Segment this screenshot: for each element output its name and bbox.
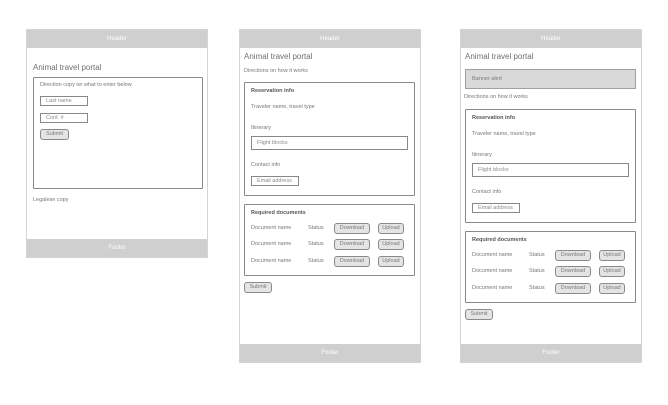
banner-alert: Banner alert xyxy=(465,69,636,89)
submit-button[interactable]: Submit xyxy=(465,309,493,320)
header-bar: Header xyxy=(27,30,207,48)
document-status: Status xyxy=(529,252,545,258)
document-row xyxy=(466,250,635,262)
footer-bar: Footer xyxy=(461,344,641,362)
reservation-panel xyxy=(465,109,636,223)
page-title: Animal travel portal xyxy=(465,52,534,61)
document-row xyxy=(245,239,414,251)
conf-number-input[interactable]: Conf. # xyxy=(40,113,88,123)
itinerary-label: Itinerary xyxy=(472,152,492,158)
document-name: Document name xyxy=(251,258,292,264)
upload-button[interactable]: Upload xyxy=(599,266,625,277)
contact-label: Contact info xyxy=(472,189,502,195)
wireframe-reservation-alert xyxy=(460,29,642,363)
flight-blocks-field[interactable]: Flight blocks xyxy=(472,163,629,177)
flight-blocks-field[interactable]: Flight blocks xyxy=(251,136,408,150)
footer-bar: Footer xyxy=(240,344,420,362)
itinerary-label: Itinerary xyxy=(251,125,271,131)
documents-heading: Required documents xyxy=(472,237,527,243)
document-status: Status xyxy=(308,258,324,264)
document-name: Document name xyxy=(472,252,513,258)
document-name: Document name xyxy=(251,225,292,231)
footer-bar: Footer xyxy=(27,239,207,257)
document-status: Status xyxy=(308,225,324,231)
header-bar: Header xyxy=(240,30,420,48)
submit-button[interactable]: Submit xyxy=(244,282,272,293)
directions-text: Directions on how it works xyxy=(244,68,308,74)
upload-button[interactable]: Upload xyxy=(378,239,404,250)
page-title: Animal travel portal xyxy=(244,52,313,61)
email-input[interactable]: Email address xyxy=(251,176,299,186)
document-name: Document name xyxy=(472,268,513,274)
document-status: Status xyxy=(308,241,324,247)
contact-label: Contact info xyxy=(251,162,281,168)
directions-text: Direction copy on what to enter below xyxy=(40,82,132,88)
page-title: Animal travel portal xyxy=(33,63,102,72)
reservation-panel xyxy=(244,82,415,196)
last-name-input[interactable]: Last name xyxy=(40,96,88,106)
document-status: Status xyxy=(529,268,545,274)
document-name: Document name xyxy=(251,241,292,247)
document-row xyxy=(245,223,414,235)
download-button[interactable]: Download xyxy=(555,266,591,277)
wireframe-reservation xyxy=(239,29,421,363)
documents-heading: Required documents xyxy=(251,210,306,216)
download-button[interactable]: Download xyxy=(555,283,591,294)
document-name: Document name xyxy=(472,285,513,291)
directions-text: Directions on how it works xyxy=(464,94,528,100)
upload-button[interactable]: Upload xyxy=(599,283,625,294)
email-input[interactable]: Email address xyxy=(472,203,520,213)
traveler-text: Traveler name, travel type xyxy=(472,131,536,137)
upload-button[interactable]: Upload xyxy=(378,256,404,267)
login-panel xyxy=(33,77,203,189)
download-button[interactable]: Download xyxy=(334,256,370,267)
upload-button[interactable]: Upload xyxy=(599,250,625,261)
submit-button[interactable]: Submit xyxy=(40,129,69,140)
document-row xyxy=(245,256,414,268)
legal-text: Legalese copy xyxy=(33,197,69,203)
traveler-text: Traveler name, travel type xyxy=(251,104,315,110)
document-status: Status xyxy=(529,285,545,291)
reservation-heading: Reservation info xyxy=(251,88,295,94)
documents-panel xyxy=(465,231,636,303)
wireframe-login xyxy=(26,29,208,258)
documents-panel xyxy=(244,204,415,276)
header-bar: Header xyxy=(461,30,641,48)
document-row xyxy=(466,266,635,278)
upload-button[interactable]: Upload xyxy=(378,223,404,234)
download-button[interactable]: Download xyxy=(555,250,591,261)
download-button[interactable]: Download xyxy=(334,223,370,234)
reservation-heading: Reservation info xyxy=(472,115,516,121)
document-row xyxy=(466,283,635,295)
download-button[interactable]: Download xyxy=(334,239,370,250)
